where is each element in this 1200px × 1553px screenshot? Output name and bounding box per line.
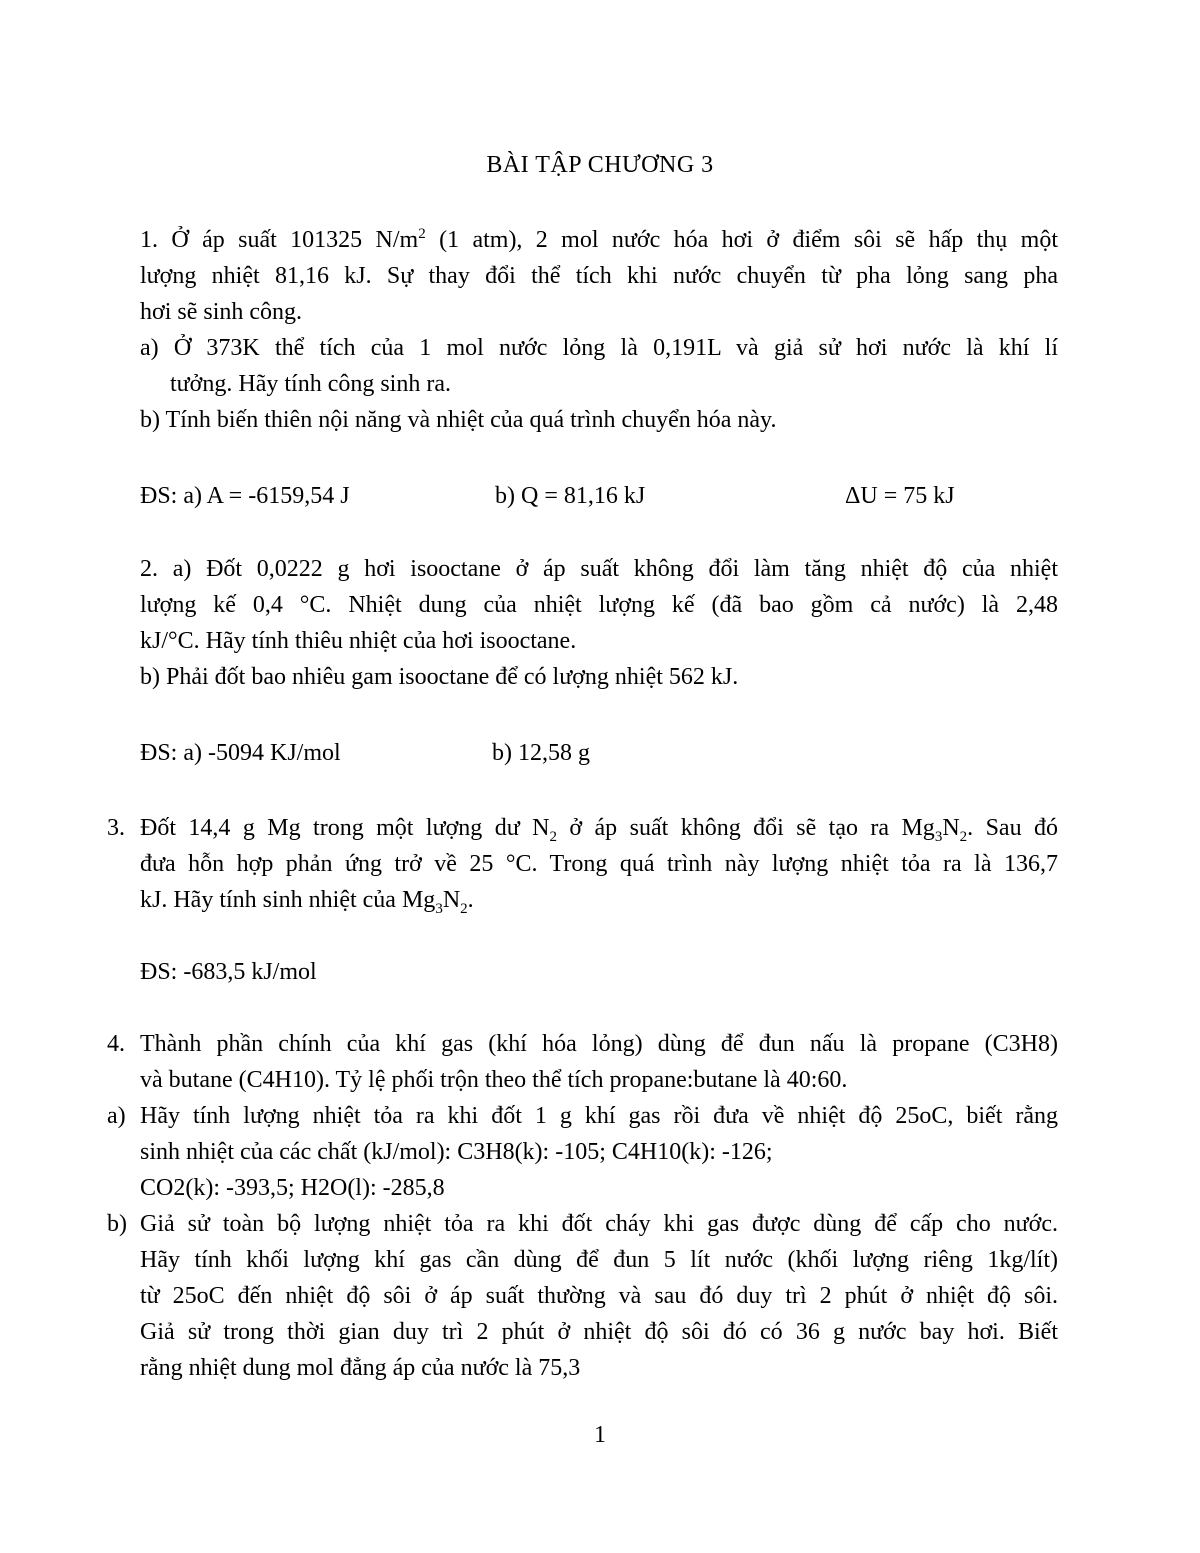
q1-part-a-line-1: a) Ở 373K thể tích của 1 mol nước lỏng là 0,191L và giả sử hơi nước là khí lí — [140, 335, 1058, 361]
q1-line-2: lượng nhiệt 81,16 kJ. Sự thay đổi thể tích khi nước chuyển từ pha lỏng sang pha — [140, 263, 1058, 289]
q2-line-2: lượng kế 0,4 °C. Nhiệt dung của nhiệt lượng kế (đã bao gồm cả nước) là 2,48 — [140, 592, 1058, 618]
q4-part-b-line-5: rằng nhiệt dung mol đẳng áp của nước là 75,3 — [140, 1355, 581, 1381]
q2-line-1: 2. a) Đốt 0,0222 g hơi isooctane ở áp suất không đổi làm tăng nhiệt độ của nhiệt — [140, 556, 1058, 582]
q4-part-a-line-3: CO2(k): -393,5; H2O(l): -285,8 — [140, 1175, 445, 1201]
q4-part-b-line-3: từ 25oC đến nhiệt độ sôi ở áp suất thường và sau đó duy trì 2 phút ở nhiệt độ sôi. — [140, 1283, 1058, 1309]
q3-answer: ĐS: -683,5 kJ/mol — [140, 959, 317, 985]
q2-answer-a: ĐS: a) -5094 KJ/mol — [140, 740, 341, 766]
page-title: BÀI TẬP CHƯƠNG 3 — [486, 152, 714, 178]
q3-number: 3. — [107, 815, 125, 841]
q4-line-2: và butane (C4H10). Tỷ lệ phối trộn theo thể tích propane:butane là 40:60. — [140, 1067, 848, 1093]
page-number: 1 — [594, 1422, 606, 1448]
q3-line-2: đưa hỗn hợp phản ứng trở về 25 °C. Trong quá trình này lượng nhiệt tỏa ra là 136,7 — [140, 851, 1058, 877]
q1-part-b: b) Tính biến thiên nội năng và nhiệt của quá trình chuyển hóa này. — [140, 407, 777, 433]
q4-part-b-marker: b) — [107, 1211, 127, 1237]
q1-answer-a: ĐS: a) A = -6159,54 J — [140, 483, 350, 509]
q1-answer-c: ΔU = 75 kJ — [845, 483, 955, 509]
q3-line-3: kJ. Hãy tính sinh nhiệt của $Mg_3N_2$. — [140, 887, 474, 917]
q4-line-1: Thành phần chính của khí gas (khí hóa lỏng) dùng để đun nấu là propane (C3H8) — [140, 1031, 1058, 1057]
q4-part-a-marker: a) — [107, 1103, 126, 1129]
q1-answer-b: b) Q = 81,16 kJ — [495, 483, 646, 509]
q4-part-b-line-4: Giả sử trong thời gian duy trì 2 phút ở nhiệt độ sôi đó có 36 g nước bay hơi. Biết — [140, 1319, 1058, 1345]
q4-part-b-line-2: Hãy tính khối lượng khí gas cần dùng để đun 5 lít nước (khối lượng riêng 1kg/lít) — [140, 1247, 1058, 1273]
q3-line-1: Đốt 14,4 g Mg trong một lượng dư $N_2$ ở áp suất không đổi sẽ tạo ra $Mg_3N_2$. Sau đó — [140, 815, 1059, 845]
q4-part-a-line-2: sinh nhiệt của các chất (kJ/mol): C3H8(k): -105; C4H10(k): -126; — [140, 1139, 773, 1165]
q1-line-1: 1. Ở áp suất 101325 $N/m^2$ (1 atm), 2 mol nước hóa hơi ở điểm sôi sẽ hấp thụ một — [140, 226, 1058, 253]
q1-line-3: hơi sẽ sinh công. — [140, 299, 303, 325]
q2-answer-b: b) 12,58 g — [492, 740, 590, 766]
q2-part-b: b) Phải đốt bao nhiêu gam isooctane để có lượng nhiệt 562 kJ. — [140, 664, 739, 690]
q4-number: 4. — [107, 1031, 125, 1057]
q4-part-a-line-1: Hãy tính lượng nhiệt tỏa ra khi đốt 1 g khí gas rồi đưa về nhiệt độ 25oC, biết rằng — [140, 1103, 1058, 1129]
q2-line-3: kJ/°C. Hãy tính thiêu nhiệt của hơi isooctane. — [140, 628, 577, 654]
q1-part-a-line-2: tưởng. Hãy tính công sinh ra. — [170, 371, 451, 397]
q4-part-b-line-1: Giả sử toàn bộ lượng nhiệt tỏa ra khi đốt cháy khi gas được dùng để cấp cho nước. — [140, 1211, 1058, 1237]
